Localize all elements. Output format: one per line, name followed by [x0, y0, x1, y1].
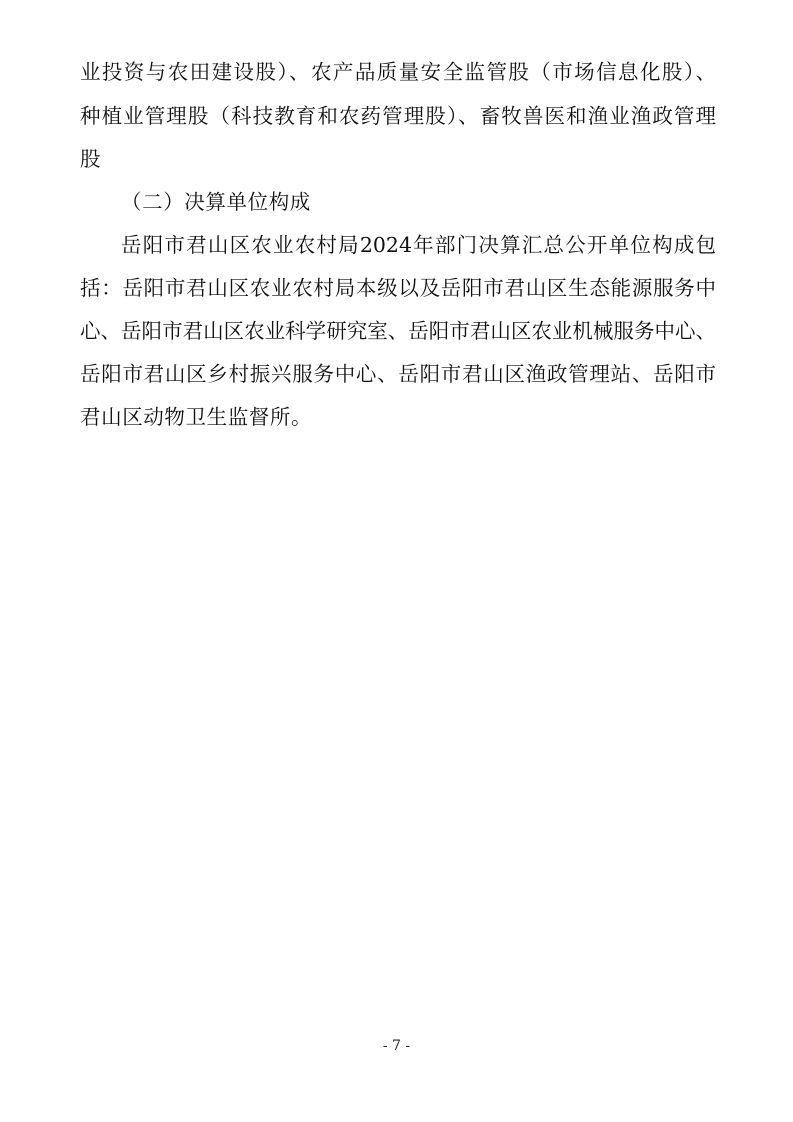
paragraph-line: 岳阳市君山区乡村振兴服务中心、岳阳市君山区渔政管理站、岳阳市 [80, 362, 716, 386]
paragraph-line: 股 [80, 147, 102, 171]
paragraph-line: 君山区动物卫生监督所。 [80, 405, 313, 429]
paragraph-line: 括：岳阳市君山区农业农村局本级以及岳阳市君山区生态能源服务中 [80, 276, 716, 300]
section-heading: （二）决算单位构成 [121, 190, 311, 214]
page-number: - 7 - [382, 1038, 411, 1054]
paragraph-line: 业投资与农田建设股）、农产品质量安全监管股（市场信息化股）、 [80, 60, 716, 84]
paragraph-line: 心、岳阳市君山区农业科学研究室、岳阳市君山区农业机械服务中心、 [80, 319, 716, 343]
paragraph-line: 岳阳市君山区农业农村局2024年部门决算汇总公开单位构成包 [121, 233, 716, 257]
paragraph-line: 种植业管理股（科技教育和农药管理股）、畜牧兽医和渔业渔政管理 [80, 104, 716, 128]
